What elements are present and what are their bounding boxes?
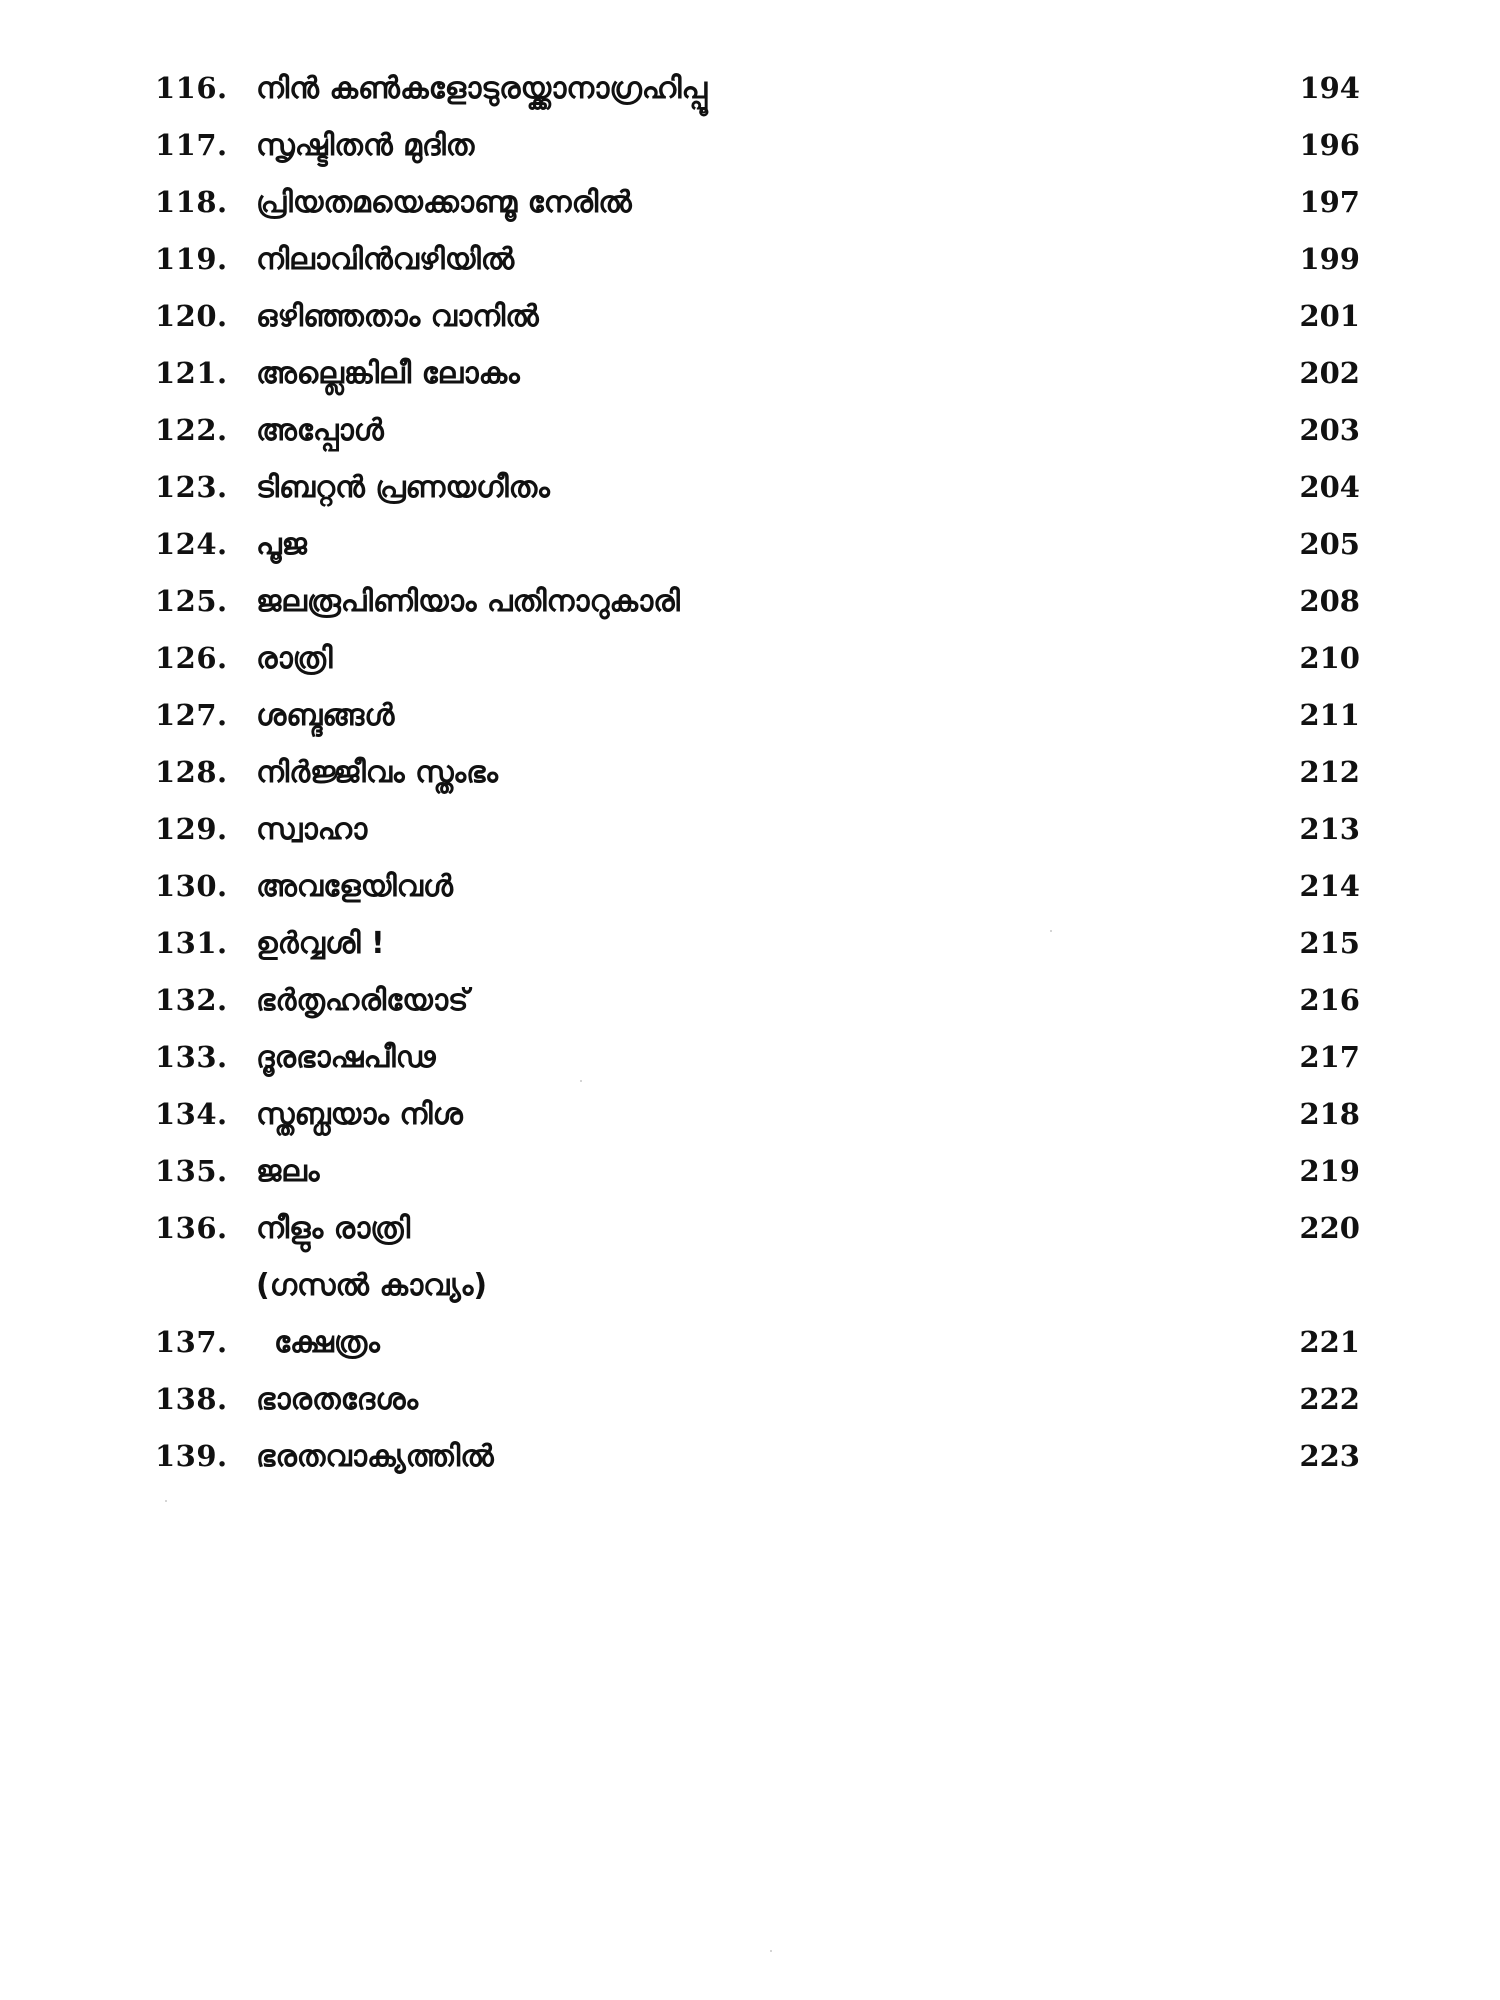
toc-entry [155, 60, 1360, 117]
entry-number: 120. [155, 299, 228, 333]
entry-page-number: 218 [1299, 1097, 1360, 1131]
entry-number: 133. [155, 1040, 228, 1074]
entry-number: 139. [155, 1439, 228, 1473]
entry-page-number: 194 [1299, 71, 1360, 105]
entry-page-number: 223 [1299, 1439, 1360, 1473]
entry-number: 134. [155, 1097, 228, 1131]
entry-title: ഉർവ്വശി ! [256, 926, 385, 961]
entry-page-number: 222 [1299, 1382, 1360, 1416]
entry-title: സ്വാഹാ [256, 812, 368, 847]
entry-page-number: 220 [1299, 1211, 1360, 1245]
scan-speck [580, 1080, 582, 1082]
entry-page-number: 211 [1299, 698, 1360, 732]
toc-entry [155, 345, 1360, 402]
entry-number: 135. [155, 1154, 228, 1188]
toc-entry [155, 117, 1360, 174]
entry-page-number: 199 [1299, 242, 1360, 276]
entry-number: 132. [155, 983, 228, 1017]
entry-title: ക്ഷേത്രം [274, 1325, 380, 1360]
entry-number: 126. [155, 641, 228, 675]
scan-speck [1050, 930, 1052, 932]
entry-number: 127. [155, 698, 228, 732]
toc-entry [155, 744, 1360, 801]
entry-page-number: 216 [1299, 983, 1360, 1017]
toc-entry [155, 1428, 1360, 1485]
scan-speck [165, 1500, 167, 1502]
entry-title-block [256, 1200, 1270, 1314]
entry-number: 137. [155, 1325, 228, 1359]
table-of-contents [155, 60, 1360, 1485]
toc-entry [155, 231, 1360, 288]
entry-page-number: 204 [1299, 470, 1360, 504]
entry-page-number: 201 [1299, 299, 1360, 333]
toc-entry [155, 1086, 1360, 1143]
entry-page-number: 210 [1299, 641, 1360, 675]
entry-page-number: 212 [1299, 755, 1360, 789]
toc-entry [155, 687, 1360, 744]
entry-page-number: 196 [1299, 128, 1360, 162]
entry-number: 136. [155, 1211, 228, 1245]
toc-entry [155, 288, 1360, 345]
entry-page-number: 214 [1299, 869, 1360, 903]
entry-page-number: 221 [1299, 1325, 1360, 1359]
toc-entry [155, 402, 1360, 459]
entry-page-number: 205 [1299, 527, 1360, 561]
toc-entry [155, 801, 1360, 858]
toc-entry [155, 1371, 1360, 1428]
entry-number: 131. [155, 926, 228, 960]
toc-entry [155, 1200, 1360, 1314]
toc-entry [155, 459, 1360, 516]
entry-page-number: 197 [1299, 185, 1360, 219]
toc-entry [155, 573, 1360, 630]
entry-number: 123. [155, 470, 228, 504]
entry-number: 119. [155, 242, 228, 276]
entry-title: പ്രിയതമയെക്കാണ്മൂ നേരിൽ [256, 185, 632, 220]
toc-entry [155, 858, 1360, 915]
entry-title: ദൂരഭാഷപീഢ [256, 1040, 436, 1075]
toc-entry [155, 1314, 1360, 1371]
entry-title: ശബ്ദങ്ങൾ [256, 698, 395, 733]
entry-title: ടിബറ്റൻ പ്രണയഗീതം [256, 470, 550, 505]
entry-title: അപ്പോൾ [256, 413, 384, 448]
entry-title: നിൻ കൺകളോടുരയ്ക്കാനാഗ്രഹിപ്പൂ [256, 71, 708, 106]
entry-page-number: 202 [1299, 356, 1360, 390]
toc-entry [155, 516, 1360, 573]
entry-page-number: 213 [1299, 812, 1360, 846]
entry-title: നീളും രാത്രി [256, 1211, 411, 1246]
entry-title: ജലം [256, 1154, 320, 1189]
entry-title: നിർജ്ജീവം സ്തംഭം [256, 755, 498, 790]
entry-number: 130. [155, 869, 228, 903]
entry-title: നിലാവിൻവഴിയിൽ [256, 242, 515, 277]
entry-title: ഭാരതദേശം [256, 1382, 419, 1417]
entry-number: 116. [155, 71, 228, 105]
entry-title: ഭരതവാക്യത്തിൽ [256, 1439, 494, 1474]
entry-number: 129. [155, 812, 228, 846]
entry-title: പൂജ [256, 527, 307, 562]
entry-number: 122. [155, 413, 228, 447]
entry-page-number: 203 [1299, 413, 1360, 447]
toc-entry [155, 1143, 1360, 1200]
entry-page-number: 215 [1299, 926, 1360, 960]
entry-title: അവളേയിവൾ [256, 869, 454, 904]
entry-page-number: 208 [1299, 584, 1360, 618]
entry-page-number: 219 [1299, 1154, 1360, 1188]
entry-subtitle: (ഗസൽ കാവ്യം) [256, 1268, 488, 1303]
toc-entry [155, 630, 1360, 687]
entry-title: ഒഴിഞ്ഞതാം വാനിൽ [256, 299, 539, 334]
entry-title: ജലരൂപിണിയാം പതിനാറുകാരി [256, 584, 680, 619]
entry-number: 117. [155, 128, 228, 162]
entry-title: സൃഷ്ടിതൻ മുദിത [256, 128, 475, 163]
entry-number: 121. [155, 356, 228, 390]
entry-title: സ്തബ്ധയാം നിശ [256, 1097, 463, 1132]
toc-entry [155, 1029, 1360, 1086]
entry-number: 128. [155, 755, 228, 789]
entry-page-number: 217 [1299, 1040, 1360, 1074]
scan-speck [770, 1950, 772, 1952]
entry-number: 138. [155, 1382, 228, 1416]
entry-title: രാത്രി [256, 641, 333, 676]
toc-entry [155, 972, 1360, 1029]
entry-title: ഭർതൃഹരിയോട് [256, 983, 469, 1018]
toc-entry [155, 915, 1360, 972]
toc-entry [155, 174, 1360, 231]
entry-number: 118. [155, 185, 228, 219]
entry-title: അല്ലെങ്കിലീ ലോകം [256, 356, 520, 391]
entry-number: 125. [155, 584, 228, 618]
entry-number: 124. [155, 527, 228, 561]
